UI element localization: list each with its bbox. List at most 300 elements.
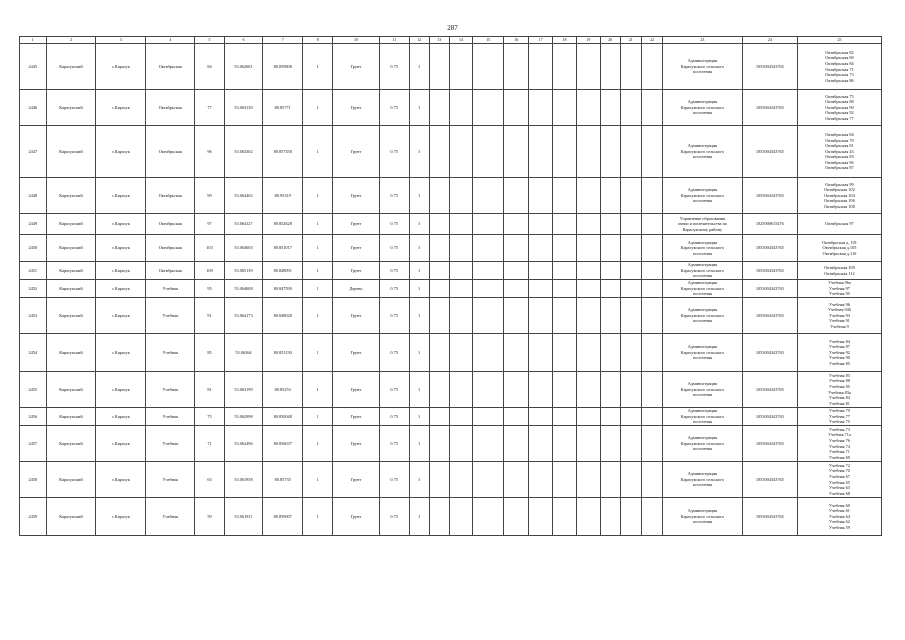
cell-empty: [429, 426, 449, 462]
address-line: Октябрьская 102: [824, 187, 855, 193]
column-number: 1: [20, 37, 47, 44]
cell-empty: [577, 214, 600, 235]
cell-locality: с.Карасук: [96, 262, 146, 280]
address-line: Октябрьская 108: [824, 203, 855, 209]
address-line: Октябрьская 84: [825, 131, 854, 137]
address-line: Октябрьская 43: [825, 148, 854, 154]
cell-longitude: 80.850048: [263, 408, 303, 426]
cell-empty: [429, 90, 449, 126]
column-number: 17: [529, 37, 552, 44]
cell-empty: [449, 126, 472, 178]
cell-empty: [473, 280, 504, 298]
cell-volume: 0.75: [379, 235, 409, 262]
cell-empty: [429, 126, 449, 178]
address-line: Учебная 71а: [828, 432, 851, 438]
cell-latitude: 53.064173: [224, 298, 262, 334]
cell-empty: [600, 44, 620, 90]
cell-street: Октябрьская: [146, 44, 195, 90]
cell-surface-type: Грунт: [333, 462, 380, 498]
cell-units: 1: [409, 498, 429, 536]
column-number: 14: [449, 37, 472, 44]
cell-empty: [620, 372, 641, 408]
cell-empty: [620, 90, 641, 126]
cell-empty: [620, 262, 641, 280]
address-line: Октябрьская 75: [825, 93, 854, 99]
column-number: 7: [263, 37, 303, 44]
cell-ogrn: 1053004343765: [742, 44, 797, 90]
cell-longitude: 80.852628: [263, 214, 303, 235]
cell-ogrn: 1053004343765: [742, 462, 797, 498]
cell-empty: [577, 235, 600, 262]
cell-street: Учебная: [146, 462, 195, 498]
cell-volume: 0.75: [379, 214, 409, 235]
column-number: 20: [600, 37, 620, 44]
cell-house-number: 71: [195, 426, 225, 462]
cell-owner: Администрация Карасукского сельского поселения: [663, 262, 743, 280]
cell-volume: 0.75: [379, 262, 409, 280]
cell-count: 1: [303, 262, 333, 280]
cell-empty: [473, 126, 504, 178]
table-row: [20, 408, 882, 426]
cell-latitude: 53.064603: [224, 235, 262, 262]
cell-empty: [529, 372, 552, 408]
cell-volume: 0.75: [379, 44, 409, 90]
column-number: 23: [663, 37, 743, 44]
cell-count: 1: [303, 408, 333, 426]
cell-row-id: 2456: [20, 408, 47, 426]
cell-longitude: 80.85771: [263, 90, 303, 126]
address-line: Октябрьская д.105: [822, 245, 857, 251]
cell-empty: [473, 298, 504, 334]
column-number: 6: [224, 37, 262, 44]
address-line: Учебная 61: [829, 508, 850, 514]
cell-units: 1: [409, 214, 429, 235]
cell-street: Октябрьская: [146, 262, 195, 280]
cell-owner: Администрация Карасукского сельского поселения: [663, 126, 743, 178]
cell-locality: с.Карасук: [96, 498, 146, 536]
cell-empty: [449, 462, 472, 498]
column-number: 13: [429, 37, 449, 44]
cell-surface-type: Грунт: [333, 126, 380, 178]
cell-ogrn: 1053004343765: [742, 498, 797, 536]
address-line: Учебная 90: [829, 355, 850, 361]
cell-empty: [552, 126, 576, 178]
cell-surface-type: Грунт: [333, 90, 380, 126]
cell-owner: Администрация Карасукского сельского поселения: [663, 280, 743, 298]
cell-empty: [552, 280, 576, 298]
address-line: Учебная 73: [829, 426, 850, 432]
cell-empty: [473, 408, 504, 426]
cell-latitude: 53.063199: [224, 372, 262, 408]
address-line: Учебная 67: [829, 473, 850, 479]
cell-addresses: [797, 44, 881, 90]
cell-ogrn: 1053004343765: [742, 334, 797, 372]
cell-empty: [577, 280, 600, 298]
cell-longitude: 80.859808: [263, 44, 303, 90]
cell-empty: [473, 426, 504, 462]
cell-empty: [503, 462, 528, 498]
column-number: 19: [577, 37, 600, 44]
address-line: Учебная 63: [829, 485, 850, 491]
cell-row-id: 2445: [20, 44, 47, 90]
cell-empty: [449, 178, 472, 214]
cell-house-number: 109: [195, 262, 225, 280]
cell-locality: с.Карасук: [96, 280, 146, 298]
cell-empty: [503, 90, 528, 126]
cell-latitude: 53.061811: [224, 498, 262, 536]
cell-empty: [577, 498, 600, 536]
cell-row-id: 2457: [20, 426, 47, 462]
address-line: Учебная 92: [829, 349, 850, 355]
cell-addresses: [797, 90, 881, 126]
cell-addresses: [797, 214, 881, 235]
cell-empty: [529, 178, 552, 214]
address-line: Учебная 60: [829, 502, 850, 508]
cell-empty: [620, 498, 641, 536]
cell-street: Октябрьская: [146, 178, 195, 214]
cell-addresses: [797, 280, 881, 298]
cell-empty: [600, 334, 620, 372]
cell-district: Карасукский: [46, 178, 96, 214]
cell-empty: [449, 372, 472, 408]
column-number: 16: [503, 37, 528, 44]
cell-owner: Администрация Карасукского сельского поселения: [663, 235, 743, 262]
cell-empty: [529, 298, 552, 334]
cell-units: 1: [409, 298, 429, 334]
cell-row-id: 2451: [20, 262, 47, 280]
address-line: Октябрьская 92: [825, 110, 854, 116]
cell-surface-type: Грунт: [333, 44, 380, 90]
cell-surface-type: Грунт: [333, 262, 380, 280]
column-number: 12: [409, 37, 429, 44]
cell-district: Карасукский: [46, 44, 96, 90]
cell-empty: [600, 498, 620, 536]
cell-empty: [641, 214, 662, 235]
address-line: Учебная 9: [830, 323, 849, 329]
cell-empty: [503, 408, 528, 426]
cell-empty: [552, 372, 576, 408]
cell-count: 1: [303, 462, 333, 498]
cell-surface-type: Грунт: [333, 214, 380, 235]
cell-empty: [473, 262, 504, 280]
address-line: Октябрьская 73: [825, 72, 854, 78]
cell-empty: [641, 90, 662, 126]
cell-locality: с.Карасук: [96, 90, 146, 126]
cell-district: Карасукский: [46, 334, 96, 372]
cell-empty: [449, 408, 472, 426]
cell-empty: [429, 214, 449, 235]
table-body: [20, 37, 882, 536]
table-row: [20, 214, 882, 235]
cell-latitude: 53.062998: [224, 408, 262, 426]
cell-house-number: 95: [195, 280, 225, 298]
cell-addresses: [797, 498, 881, 536]
cell-longitude: 80.95319: [263, 178, 303, 214]
cell-empty: [503, 262, 528, 280]
cell-units: 1: [409, 408, 429, 426]
cell-surface-type: Грунт: [333, 426, 380, 462]
cell-house-number: 96: [195, 126, 225, 178]
cell-latitude: 53.064608: [224, 280, 262, 298]
column-number: 10: [333, 37, 380, 44]
table-row: [20, 126, 882, 178]
cell-ogrn: 1053004343765: [742, 372, 797, 408]
table-row: [20, 462, 882, 498]
cell-empty: [503, 44, 528, 90]
table-row: [20, 334, 882, 372]
address-line: Учебная 62: [829, 519, 850, 525]
address-line: Октябрьская 97: [825, 221, 854, 227]
column-number: 15: [473, 37, 504, 44]
cell-empty: [429, 298, 449, 334]
cell-empty: [529, 235, 552, 262]
cell-empty: [529, 408, 552, 426]
cell-owner: Администрация Карасукского сельского поселения: [663, 408, 743, 426]
cell-locality: с.Карасук: [96, 462, 146, 498]
cell-empty: [449, 44, 472, 90]
table-row: [20, 262, 882, 280]
address-line: Октябрьская 87: [825, 165, 854, 171]
cell-volume: 0.75: [379, 408, 409, 426]
cell-empty: [429, 178, 449, 214]
address-line: Октябрьская 69: [825, 55, 854, 61]
table-row: [20, 426, 882, 462]
cell-surface-type: Грунт: [333, 178, 380, 214]
cell-count: 1: [303, 298, 333, 334]
cell-empty: [503, 334, 528, 372]
cell-house-number: 85: [195, 334, 225, 372]
address-line: Учебная 76: [829, 437, 850, 443]
cell-empty: [600, 426, 620, 462]
cell-volume: 0.75: [379, 372, 409, 408]
cell-empty: [577, 334, 600, 372]
cell-latitude: 53.062601: [224, 44, 262, 90]
cell-house-number: 59: [195, 498, 225, 536]
cell-units: 1: [409, 235, 429, 262]
cell-count: 1: [303, 426, 333, 462]
cell-longitude: 80.851150: [263, 334, 303, 372]
cell-row-id: 2458: [20, 462, 47, 498]
cell-empty: [577, 90, 600, 126]
cell-locality: с.Карасук: [96, 408, 146, 426]
cell-row-id: 2450: [20, 235, 47, 262]
address-line: Октябрьская д. 101: [822, 239, 857, 245]
cell-surface-type: Дерево: [333, 280, 380, 298]
cell-ogrn: 1025000615476: [742, 214, 797, 235]
address-line: Октябрьская 83: [825, 154, 854, 160]
cell-addresses: [797, 408, 881, 426]
cell-empty: [449, 298, 472, 334]
cell-count: 1: [303, 178, 333, 214]
cell-longitude: 80.851017: [263, 235, 303, 262]
cell-longitude: 80.859007: [263, 498, 303, 536]
cell-house-number: 103: [195, 235, 225, 262]
cell-empty: [600, 408, 620, 426]
cell-locality: с.Карасук: [96, 426, 146, 462]
cell-row-id: 2455: [20, 372, 47, 408]
cell-empty: [552, 298, 576, 334]
address-line: Учебная 88: [829, 378, 850, 384]
cell-empty: [620, 126, 641, 178]
address-line: Октябрьская 96: [825, 159, 854, 165]
cell-empty: [449, 280, 472, 298]
cell-street: Учебная: [146, 298, 195, 334]
cell-volume: 0.75: [379, 462, 409, 498]
cell-empty: [473, 235, 504, 262]
address-line: Учебная 83: [829, 372, 850, 378]
address-line: Учебная 75: [829, 419, 850, 425]
cell-latitude: 53.06364: [224, 334, 262, 372]
address-line: Учебная 81: [829, 400, 850, 406]
cell-empty: [600, 262, 620, 280]
column-number: 25: [797, 37, 881, 44]
cell-volume: 0.75: [379, 280, 409, 298]
cell-ogrn: 1053004343765: [742, 90, 797, 126]
cell-empty: [552, 334, 576, 372]
address-line: Октябрьская 112: [824, 270, 855, 276]
cell-count: 1: [303, 372, 333, 408]
column-number: 21: [620, 37, 641, 44]
cell-units: 1: [409, 280, 429, 298]
cell-longitude: 80.85253: [263, 372, 303, 408]
cell-empty: [620, 426, 641, 462]
cell-row-id: 2446: [20, 90, 47, 126]
cell-empty: [503, 372, 528, 408]
cell-empty: [449, 90, 472, 126]
cell-longitude: 80.857358: [263, 126, 303, 178]
cell-empty: [620, 214, 641, 235]
cell-count: 1: [303, 498, 333, 536]
cell-district: Карасукский: [46, 214, 96, 235]
address-line: Октябрьская д.110: [822, 250, 857, 256]
cell-house-number: 75: [195, 408, 225, 426]
cell-units: 1: [409, 372, 429, 408]
address-line: Октябрьская 106: [824, 198, 855, 204]
cell-empty: [529, 126, 552, 178]
address-line: Октябрьская 82: [825, 49, 854, 55]
cell-empty: [473, 178, 504, 214]
cell-empty: [620, 44, 641, 90]
cell-street: Октябрьская: [146, 90, 195, 126]
cell-street: Учебная: [146, 280, 195, 298]
cell-district: Карасукский: [46, 498, 96, 536]
address-line: Учебная 93: [829, 312, 850, 318]
cell-empty: [429, 235, 449, 262]
cell-district: Карасукский: [46, 280, 96, 298]
table-row: [20, 498, 882, 536]
cell-house-number: 81: [195, 372, 225, 408]
cell-longitude: 80.848091: [263, 262, 303, 280]
cell-count: 1: [303, 44, 333, 90]
cell-street: Учебная: [146, 498, 195, 536]
cell-empty: [641, 126, 662, 178]
cell-empty: [641, 262, 662, 280]
cell-empty: [449, 334, 472, 372]
cell-empty: [641, 426, 662, 462]
address-line: Учебная 71: [829, 449, 850, 455]
cell-units: 1: [409, 44, 429, 90]
cell-empty: [529, 44, 552, 90]
column-number: 22: [641, 37, 662, 44]
cell-street: Учебная: [146, 408, 195, 426]
cell-empty: [641, 498, 662, 536]
cell-empty: [577, 408, 600, 426]
cell-addresses: [797, 235, 881, 262]
cell-empty: [552, 462, 576, 498]
address-line: Учебная 96а: [828, 280, 851, 286]
table-row: [20, 235, 882, 262]
cell-empty: [620, 280, 641, 298]
cell-addresses: [797, 178, 881, 214]
column-number: 2: [46, 37, 96, 44]
cell-surface-type: Грунт: [333, 408, 380, 426]
address-line: Октябрьская 88: [825, 99, 854, 105]
cell-empty: [641, 462, 662, 498]
address-line: Учебная 94б: [827, 307, 851, 313]
cell-empty: [600, 280, 620, 298]
cell-volume: 0.75: [379, 298, 409, 334]
cell-surface-type: Грунт: [333, 235, 380, 262]
cell-units: 1: [409, 178, 429, 214]
address-line: Учебная 74: [829, 443, 850, 449]
cell-addresses: [797, 298, 881, 334]
cell-empty: [429, 44, 449, 90]
cell-ogrn: 1053004343765: [742, 235, 797, 262]
cell-district: Карасукский: [46, 372, 96, 408]
address-line: Учебная 85: [829, 383, 850, 389]
cell-units: 1: [409, 90, 429, 126]
cell-locality: с.Карасук: [96, 334, 146, 372]
cell-volume: 0.75: [379, 426, 409, 462]
cell-empty: [600, 90, 620, 126]
cell-empty: [641, 235, 662, 262]
cell-empty: [529, 462, 552, 498]
cell-empty: [577, 44, 600, 90]
address-line: Октябрьская 79: [825, 137, 854, 143]
cell-empty: [429, 372, 449, 408]
cell-row-id: 2454: [20, 334, 47, 372]
cell-district: Карасукский: [46, 126, 96, 178]
cell-surface-type: Грунт: [333, 372, 380, 408]
cell-empty: [503, 178, 528, 214]
cell-house-number: 99: [195, 178, 225, 214]
cell-units: 1: [409, 262, 429, 280]
cell-addresses: [797, 262, 881, 280]
cell-empty: [600, 178, 620, 214]
address-line: Учебная 85: [829, 360, 850, 366]
cell-empty: [449, 235, 472, 262]
cell-empty: [600, 214, 620, 235]
cell-empty: [473, 214, 504, 235]
cell-addresses: [797, 426, 881, 462]
cell-units: 1: [409, 334, 429, 372]
cell-empty: [577, 372, 600, 408]
address-line: Учебная 59: [829, 524, 850, 530]
cell-row-id: 2452: [20, 280, 47, 298]
column-number: 5: [195, 37, 225, 44]
cell-street: Учебная: [146, 334, 195, 372]
cell-empty: [449, 498, 472, 536]
cell-district: Карасукский: [46, 408, 96, 426]
cell-street: Учебная: [146, 372, 195, 408]
cell-empty: [600, 372, 620, 408]
cell-locality: с.Карасук: [96, 214, 146, 235]
cell-empty: [641, 178, 662, 214]
cell-row-id: 2447: [20, 126, 47, 178]
cell-owner: Администрация Карасукского сельского поселения: [663, 498, 743, 536]
cell-count: 1: [303, 235, 333, 262]
cell-empty: [529, 90, 552, 126]
